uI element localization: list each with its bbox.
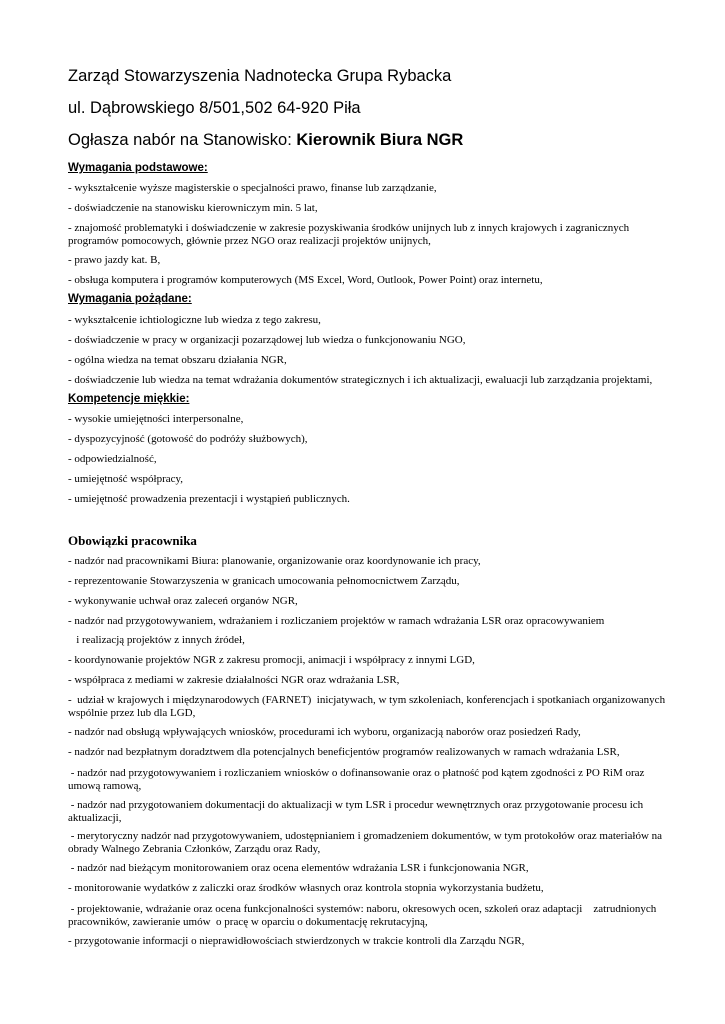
list-item: - projektowanie, wdrażanie oraz ocena funkcjonalności systemów: naboru, okresowych ocen, szkoleń oraz adaptacji zatrudnionych pracowników, zawieranie umów o pracę w oparciu o dokumentację rekrutacyjną,: [68, 903, 660, 928]
list-item: - wykształcenie ichtiologiczne lub wiedza z tego zakresu,: [68, 314, 321, 326]
announcement-title: [68, 131, 463, 150]
list-item: - doświadczenie na stanowisku kierowniczym min. 5 lat,: [68, 202, 318, 214]
list-item: - znajomość problematyki i doświadczenie w zakresie pozyskiwania środków unijnych lub z innych krajowych i zagranicznych programów pomocowych, głównie przez NGO oraz realizacji projektów unijnych,: [68, 222, 632, 247]
list-item: - wykonywanie uchwał oraz zaleceń organów NGR,: [68, 595, 298, 607]
list-item: - przygotowanie informacji o nieprawidłowościach stwierdzonych w trakcie kontroli dla Zarządu NGR,: [68, 935, 525, 947]
organization-name: Zarząd Stowarzyszenia Nadnotecka Grupa Rybacka: [68, 67, 452, 85]
list-item: - koordynowanie projektów NGR z zakresu promocji, animacji i współpracy z innymi LGD,: [68, 654, 475, 666]
position-name: Kierownik Biura NGR: [296, 131, 464, 149]
list-item: - nadzór nad obsługą wpływających wniosków, procedurami ich wyboru, organizacją naborów oraz posiedzeń Rady,: [68, 726, 581, 738]
desired-requirements-title: Wymagania pożądane:: [68, 293, 192, 305]
list-item: - doświadczenie lub wiedza na temat wdrażania dokumentów strategicznych i ich aktualizacji, ewaluacji lub zarządzania projektami,: [68, 374, 653, 386]
list-item: - współpraca z mediami w zakresie działalności NGR oraz wdrażania LSR,: [68, 674, 400, 686]
list-item: - ogólna wiedza na temat obszaru działania NGR,: [68, 354, 287, 366]
list-item: - udział w krajowych i międzynarodowych (FARNET) inicjatywach, w tym szkoleniach, konferencjach i spotkaniach organizowanych wspólnie przez lub dla LGD,: [68, 694, 668, 719]
list-item: - dyspozycyjność (gotowość do podróży służbowych),: [68, 433, 308, 445]
basic-requirements-title: Wymagania podstawowe:: [68, 162, 208, 174]
list-item: - umiejętność współpracy,: [68, 473, 184, 485]
list-item: i realizacją projektów z innych źródeł,: [68, 634, 245, 646]
list-item: - wykształcenie wyższe magisterskie o specjalności prawo, finanse lub zarządzanie,: [68, 182, 437, 194]
list-item: - nadzór nad pracownikami Biura: planowanie, organizowanie oraz koordynowanie ich pracy,: [68, 555, 481, 567]
list-item: - reprezentowanie Stowarzyszenia w granicach umocowania pełnomocnictwem Zarządu,: [68, 575, 460, 587]
announcement-prefix: Ogłasza nabór na Stanowisko:: [68, 131, 297, 149]
list-item: - monitorowanie wydatków z zaliczki oraz środków własnych oraz kontrola stopnia wykorzystania budżetu,: [68, 882, 544, 894]
soft-skills-title: Kompetencje miękkie:: [68, 393, 190, 405]
list-item: - obsługa komputera i programów komputerowych (MS Excel, Word, Outlook, Power Point) oraz internetu,: [68, 274, 543, 286]
duties-title: Obowiązki pracownika: [68, 533, 197, 548]
organization-address: ul. Dąbrowskiego 8/501,502 64-920 Piła: [68, 99, 361, 117]
list-item: - wysokie umiejętności interpersonalne,: [68, 413, 244, 425]
list-item: - umiejętność prowadzenia prezentacji i wystąpień publicznych.: [68, 493, 350, 505]
list-item: - nadzór nad przygotowywaniem, wdrażaniem i rozliczaniem projektów w ramach wdrażania LSR oraz opracowywaniem: [68, 615, 605, 627]
list-item: - prawo jazdy kat. B,: [68, 254, 161, 266]
list-item: - nadzór nad przygotowaniem dokumentacji do aktualizacji w tym LSR i procedur wewnętrznych oraz przygotowanie procesu ich aktualizacji,: [68, 799, 646, 824]
list-item: - merytoryczny nadzór nad przygotowywaniem, udostępnianiem i gromadzeniem dokumentów, w tym protokołów oraz materiałów na obrady Walnego Zebrania Członków, Zarządu oraz Rady,: [68, 830, 665, 855]
list-item: - nadzór nad przygotowywaniem i rozliczaniem wniosków o dofinansowanie oraz o płatność pod kątem zgodności z PO RiM oraz umową ramową,: [68, 767, 648, 792]
list-item: - nadzór nad bieżącym monitorowaniem oraz ocena elementów wdrażania LSR i funkcjonowania NGR,: [68, 862, 529, 874]
list-item: - odpowiedzialność,: [68, 453, 157, 465]
list-item: - doświadczenie w pracy w organizacji pozarządowej lub wiedza o funkcjonowaniu NGO,: [68, 334, 466, 346]
list-item: - nadzór nad bezpłatnym doradztwem dla potencjalnych beneficjentów programów realizowanych w ramach wdrażania LSR,: [68, 746, 620, 758]
